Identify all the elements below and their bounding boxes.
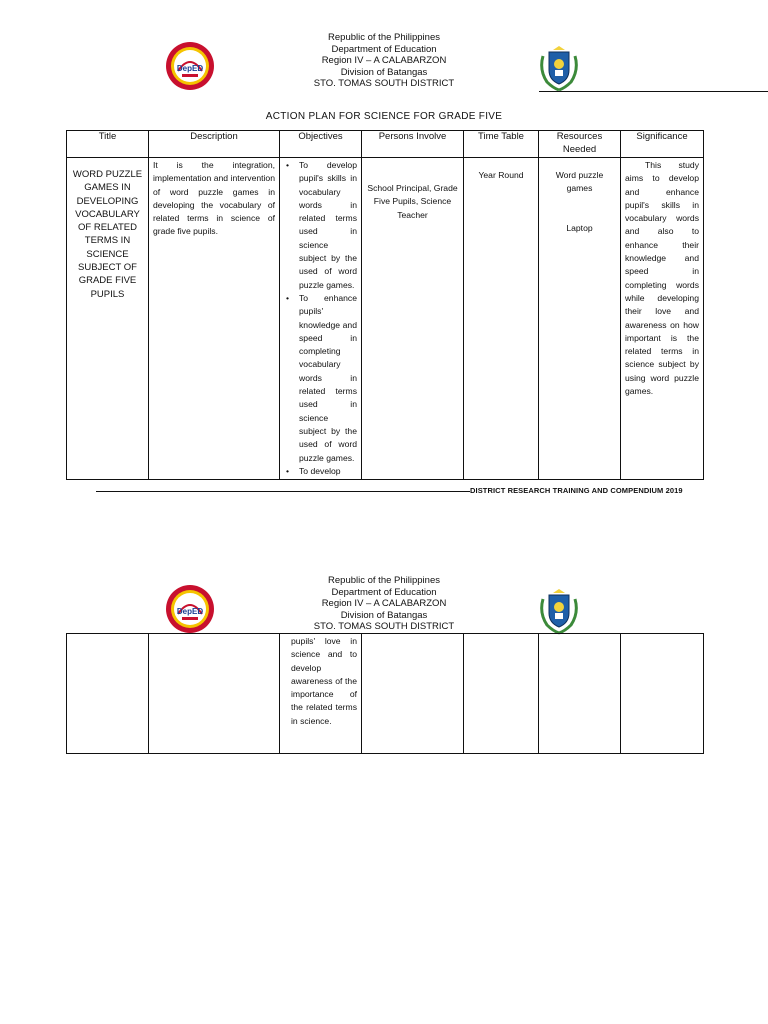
column-header: Description bbox=[149, 131, 280, 158]
list-item: • To develop pupil's skills in vocabulary words in related terms used in science subject by the used of word puzzle games. bbox=[286, 160, 357, 290]
cell-objectives-continued: pupils' love in science and to develop awareness of the importance of the related terms in science. bbox=[280, 634, 362, 754]
cell-empty bbox=[539, 634, 621, 754]
table-row bbox=[67, 634, 704, 754]
letterhead-line: Republic of the Philippines bbox=[328, 32, 440, 43]
cell-empty bbox=[67, 634, 149, 754]
cell-time-table: Year Round bbox=[464, 158, 539, 480]
bullet-icon: • bbox=[286, 465, 290, 476]
letterhead bbox=[0, 32, 768, 90]
cell-resources bbox=[539, 158, 621, 480]
cell-description: It is the integration, implementation and intervention of word puzzle games in developing the vocabulary of related terms in science of grade five pupils. bbox=[149, 158, 280, 480]
svg-text:DepED: DepED bbox=[176, 607, 204, 616]
cell-empty bbox=[621, 634, 704, 754]
continuation-table bbox=[66, 633, 704, 754]
letterhead-line: STO. TOMAS SOUTH DISTRICT bbox=[313, 621, 455, 632]
cell-significance: This study aims to develop and enhance pupil's skills in vocabulary words and also to enhance their knowledge and speed in completing words while developing their love and awareness on how important is the related terms in science subject by using word puzzle games. bbox=[621, 158, 704, 480]
list-item: • To enhance pupils' knowledge and speed in completing vocabulary words in related terms used in science subject by the used of word puzzle games. bbox=[286, 292, 357, 463]
resource-item: Laptop bbox=[566, 222, 593, 233]
letterhead-line: Division of Batangas bbox=[340, 609, 428, 621]
letterhead-line: Republic of the Philippines bbox=[328, 575, 440, 586]
table-header-row bbox=[67, 131, 704, 158]
cell-title: WORD PUZZLE GAMES IN DEVELOPING VOCABULARY OF RELATED TERMS IN SCIENCE SUBJECT OF GRADE FIVE PUPILS bbox=[67, 158, 149, 480]
letterhead-line: Division of Batangas bbox=[340, 66, 428, 78]
bullet-icon: • bbox=[286, 160, 290, 170]
cell-empty bbox=[149, 634, 280, 754]
column-header: Resources Needed bbox=[539, 131, 621, 158]
list-item: • To develop bbox=[284, 465, 357, 478]
resource-item: Word puzzle games bbox=[555, 170, 604, 194]
letterhead-line: Region IV – A CALABARZON bbox=[321, 598, 447, 609]
footer-underline bbox=[96, 491, 470, 492]
letterhead-line: Department of Education bbox=[331, 43, 437, 55]
bullet-icon: • bbox=[286, 292, 290, 303]
cell-persons: School Principal, Grade Five Pupils, Science Teacher bbox=[362, 158, 464, 480]
cell-empty bbox=[464, 634, 539, 754]
column-header: Time Table bbox=[464, 131, 539, 158]
action-plan-table bbox=[66, 130, 704, 480]
letterhead bbox=[0, 575, 768, 633]
letterhead-line: Department of Education bbox=[331, 586, 437, 598]
cell-objectives bbox=[280, 158, 362, 480]
cell-empty bbox=[362, 634, 464, 754]
svg-text:DepED: DepED bbox=[176, 64, 204, 73]
table-row bbox=[67, 158, 704, 480]
header-divider bbox=[539, 91, 768, 92]
column-header: Significance bbox=[621, 131, 704, 158]
page-title: ACTION PLAN FOR SCIENCE FOR GRADE FIVE bbox=[265, 111, 503, 122]
letterhead-line: STO. TOMAS SOUTH DISTRICT bbox=[313, 78, 455, 89]
column-header: Persons Involve bbox=[362, 131, 464, 158]
column-header: Title bbox=[67, 131, 149, 158]
page-footer: DISTRICT RESEARCH TRAINING AND COMPENDIUM 2019 bbox=[96, 486, 683, 495]
letterhead-line: Region IV – A CALABARZON bbox=[321, 55, 447, 66]
column-header: Objectives bbox=[280, 131, 362, 158]
